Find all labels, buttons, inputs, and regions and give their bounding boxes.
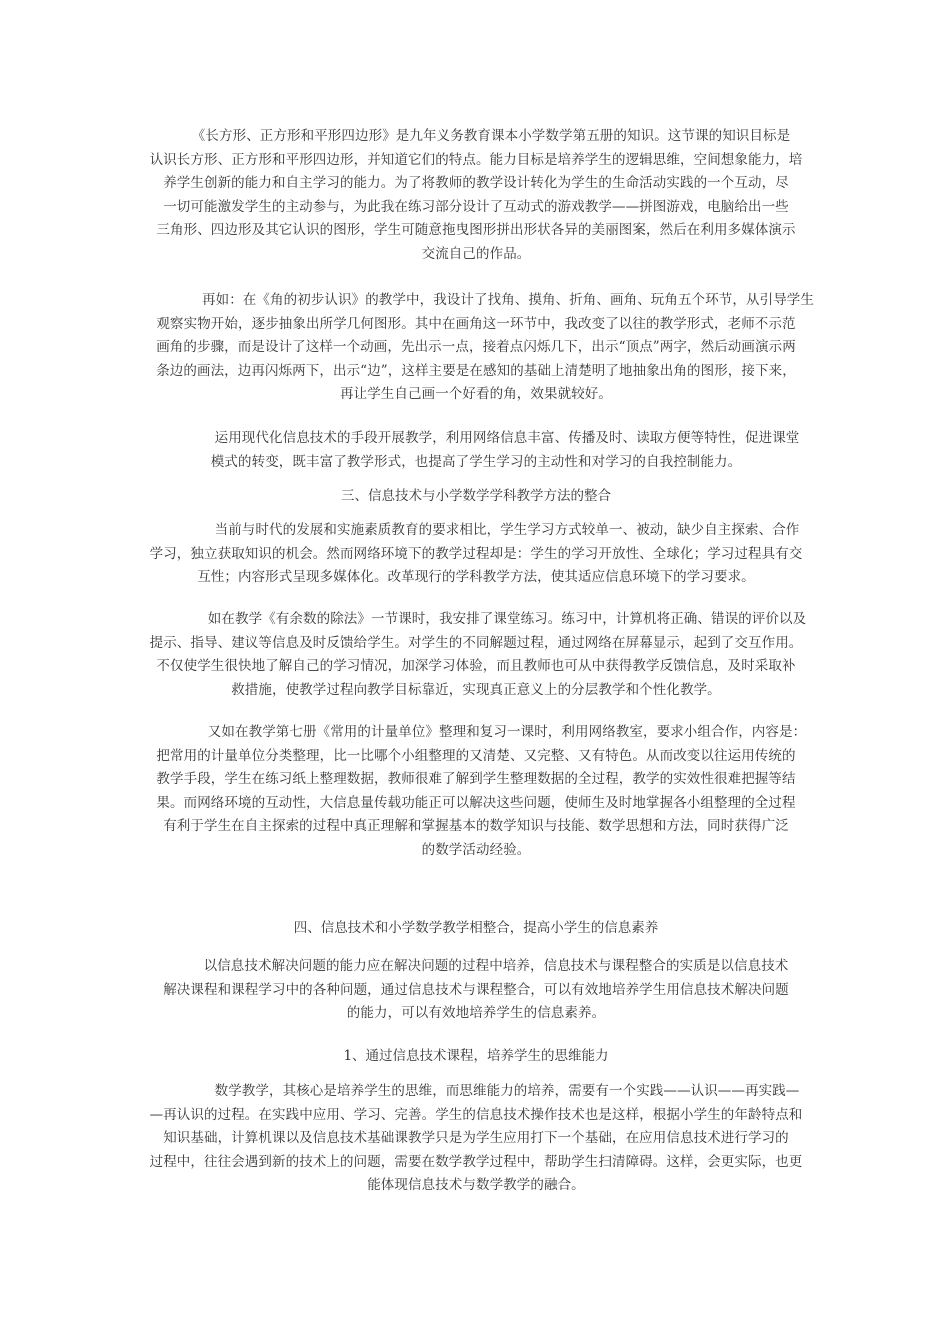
text-line: 解决课程和课程学习中的各种问题，通过信息技术与课程整合，可以有效地培养学生用信息技术解决问题 <box>163 981 789 998</box>
paragraph-thinking-ability <box>140 1080 812 1198</box>
text-line: —再认识的过程。在实践中应用、学习、完善。学生的信息技术操作技术也是这样，根据小学生的年龄特点和 <box>149 1106 803 1123</box>
text-line: 提示、指导、建议等信息及时反馈给学生。对学生的不同解题过程，通过网络在屏幕显示，起到了交互作用。 <box>149 634 803 651</box>
text-line: 交流自己的作品。 <box>421 245 531 262</box>
paragraph-measurement-lesson <box>140 721 812 862</box>
text-line: 的能力，可以有效地培养学生的信息素养。 <box>346 1005 606 1021</box>
text-line: 互性；内容形式呈现多媒体化。改革现行的学科教学方法，使其适应信息环境下的学习要求。 <box>197 569 755 585</box>
text-line: 有利于学生在自主探索的过程中真正理解和掌握基本的数学知识与技能、数学思想和方法，同时获得广泛 <box>163 818 789 834</box>
subsection-heading-1: 1、通过信息技术课程，培养学生的思维能力 <box>343 1048 609 1064</box>
text-line: 条边的画法，边再闪烁两下，出示“边”，这样主要是在感知的基础上清楚明了地抽象出角的图形，接下来， <box>156 362 796 379</box>
text-line: 能体现信息技术与数学教学的融合。 <box>367 1177 585 1193</box>
text-line: 再让学生自己画一个好看的角，效果就较好。 <box>340 386 612 402</box>
text-line: 画角的步骤，而是设计了这样一个动画，先出示一点，接着点闪烁几下，出示“顶点”两字，然后动画演示两 <box>156 339 796 355</box>
paragraph-rectangles-lesson <box>140 125 812 266</box>
text-line: 知识基础，计算机课以及信息技术基础课教学只是为学生应用打下一个基础，在应用信息技术进行学习的 <box>163 1130 789 1146</box>
text-line: 又如在教学第七册《常用的计量单位》整理和复习一课时，利用网络教室，要求小组合作，内容是： <box>207 724 807 740</box>
text-line: 观察实物开始，逐步抽象出所学几何图形。其中在画角这一环节中，我改变了以往的教学形式，老师不示范 <box>156 315 796 332</box>
text-line: 一切可能激发学生的主动参与，为此我在练习部分设计了互动式的游戏教学——拼图游戏，电脑给出一些 <box>163 198 789 215</box>
text-line: 学习，独立获取知识的机会。然而网络环境下的教学过程却是：学生的学习开放性、全球化；学习过程具有交 <box>149 545 803 562</box>
text-line: 救措施，使教学过程向教学目标靠近，实现真正意义上的分层教学和个性化教学。 <box>231 681 721 698</box>
paragraph-information-literacy <box>140 955 812 1026</box>
paragraph-learning-methods <box>140 519 812 590</box>
text-line: 教学手段，学生在练习纸上整理数据，教师很难了解到学生整理数据的全过程，教学的实效性很难把握等结 <box>156 771 796 787</box>
text-line: 模式的转变，既丰富了教学形式，也提高了学生学习的主动性和对学习的自我控制能力。 <box>210 453 742 470</box>
text-line: 养学生创新的能力和自主学习的能力。为了将教师的教学设计转化为学生的生命活动实践的一个互动，尽 <box>163 175 789 191</box>
text-line: 再如：在《角的初步认识》的教学中，我设计了找角、摸角、折角、画角、玩角五个环节，从引导学生 <box>202 292 814 308</box>
text-line: 的数学活动经验。 <box>421 841 531 858</box>
text-line: 《长方形、正方形和平形四边形》是九年义务教育课本小学数学第五册的知识。这节课的知识目标是 <box>191 128 791 144</box>
paragraph-angle-lesson <box>140 289 812 407</box>
text-line: 三角形、四边形及其它认识的图形，学生可随意拖曳图形拼出形状各异的美丽图案，然后在利用多媒体演示 <box>156 222 796 238</box>
text-line: 当前与时代的发展和实施素质教育的要求相比，学生学习方式较单一、被动，缺少自主探索、合作 <box>214 522 800 538</box>
text-line: 如在教学《有余数的除法》一节课时，我安排了课堂练习。练习中，计算机将正确、错误的评价以及 <box>207 611 807 627</box>
text-line: 过程中，往往会遇到新的技术上的问题，需要在数学教学过程中，帮助学生扫清障碍。这样，会更实际，也更 <box>149 1153 803 1170</box>
text-line: 果。而网络环境的互动性，大信息量传载功能正可以解决这些问题，使师生及时地掌握各小组整理的全过程 <box>156 794 796 811</box>
text-line: 运用现代化信息技术的手段开展教学，利用网络信息丰富、传播及时、读取方便等特性，促进课堂 <box>214 430 800 446</box>
text-line: 不仅使学生很快地了解自己的学习情况，加深学习体验，而且教师也可从中获得教学反馈信息，及时采取补 <box>156 658 796 674</box>
text-line: 以信息技术解决问题的能力应在解决问题的过程中培养，信息技术与课程整合的实质是以信息技术 <box>203 958 789 974</box>
text-line: 认识长方形、正方形和平形四边形，并知道它们的特点。能力目标是培养学生的逻辑思维，空间想象能力，培 <box>149 151 803 168</box>
text-line: 把常用的计量单位分类整理，比一比哪个小组整理的又清楚、又完整、又有特色。从而改变以往运用传统的 <box>156 747 796 764</box>
text-line: 数学教学，其核心是培养学生的思维，而思维能力的培养，需要有一个实践——认识——再实践— <box>214 1083 800 1099</box>
paragraph-modern-technology <box>140 427 812 474</box>
section-heading-4: 四、信息技术和小学数学教学相整合，提高小学生的信息素养 <box>293 920 659 936</box>
paragraph-division-lesson <box>140 608 812 702</box>
section-heading-3: 三、信息技术与小学数学学科教学方法的整合 <box>341 488 611 504</box>
